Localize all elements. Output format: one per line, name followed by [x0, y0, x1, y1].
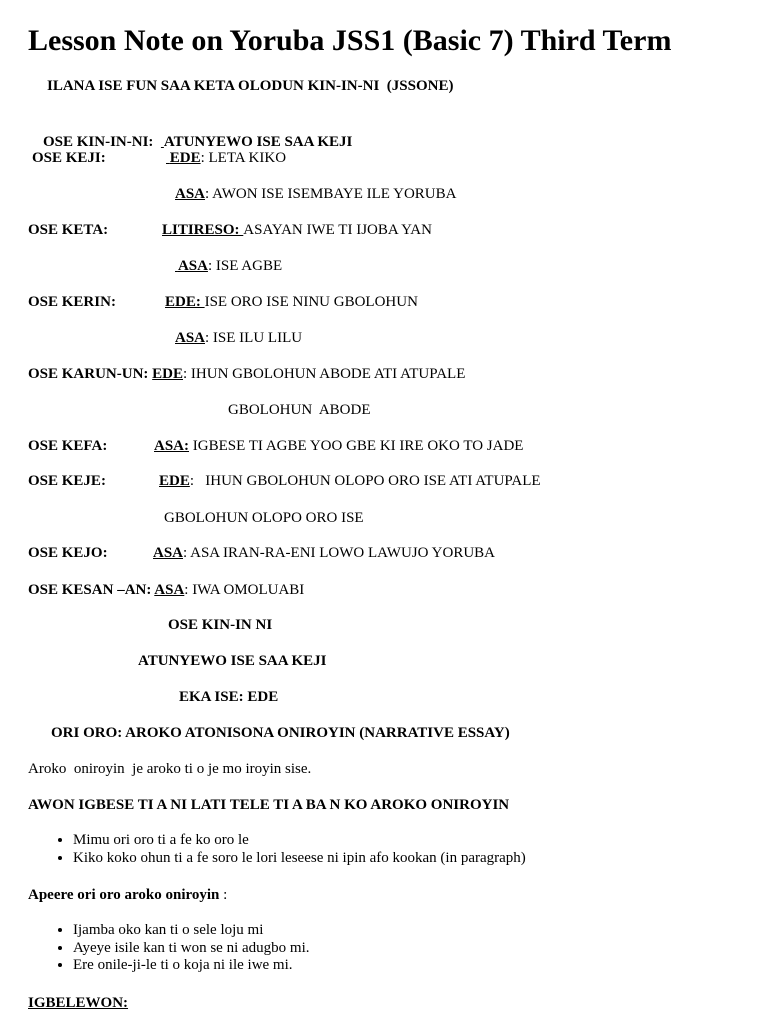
- week7-ede-value: : IHUN GBOLOHUN OLOPO ORO ISE ATI ATUPALE: [189, 473, 541, 489]
- week5-row: [28, 364, 465, 384]
- week2-ede-row: [166, 148, 286, 168]
- week5-ede-key: EDE: [152, 366, 184, 382]
- week3-lit-row: [162, 220, 432, 240]
- week9-asa-key: ASA: [154, 582, 185, 598]
- week1-value: ATUNYEWO ISE SAA KEJI: [163, 134, 353, 150]
- week7-continuation: GBOLOHUN OLOPO ORO ISE: [164, 510, 364, 526]
- week4-ede-key: EDE:: [165, 294, 205, 310]
- list-item: • Kiko koko ohun ti a fe soro le lori leseese ni ipin afo kookan (in paragraph): [73, 850, 526, 868]
- examples-heading: Apeere ori oro aroko oniroyin: [28, 887, 220, 903]
- week2-ede-key: EDE: [169, 150, 201, 166]
- lesson-ori-oro-heading: ORI ORO: AROKO ATONISONA ONIROYIN (NARRATIVE ESSAY): [51, 725, 510, 741]
- week6-label: OSE KEFA:: [28, 438, 108, 454]
- steps-heading: AWON IGBESE TI A NI LATI TELE TI A BA N KO AROKO ONIROYIN: [28, 797, 510, 813]
- scheme-subtitle: ILANA ISE FUN SAA KETA OLODUN KIN-IN-NI (JSSONE): [47, 78, 454, 94]
- list-item: • Mimu ori oro ti a fe ko oro le: [73, 832, 526, 850]
- lesson-week-heading: OSE KIN-IN NI: [168, 617, 273, 633]
- week2-label: OSE KEJI:: [32, 150, 106, 166]
- week2-ede-value: : LETA KIKO: [200, 150, 287, 166]
- examples-list: [28, 922, 310, 975]
- week9-row: [28, 580, 304, 600]
- week5-label: OSE KARUN-UN:: [28, 366, 153, 382]
- week2-asa-key: ASA: [175, 186, 206, 202]
- week6-asa-key: ASA:: [154, 438, 190, 454]
- evaluation-heading: IGBELEWON:: [28, 995, 129, 1011]
- week7-ede-row: [159, 471, 541, 491]
- week9-asa-value: : IWA OMOLUABI: [184, 582, 305, 598]
- examples-heading-row: [28, 885, 227, 905]
- week2-asa-value: : AWON ISE ISEMBAYE ILE YORUBA: [205, 186, 457, 202]
- week4-ede-value: ISE ORO ISE NINU GBOLOHUN: [204, 294, 418, 310]
- week9-label: OSE KESAN –AN:: [28, 582, 155, 598]
- week4-asa-row: [175, 328, 302, 348]
- week8-asa-value: : ASA IRAN-RA-ENI LOWO LAWUJO YORUBA: [183, 545, 495, 561]
- examples-colon: :: [219, 887, 228, 903]
- week7-label: OSE KEJE:: [28, 473, 106, 489]
- week3-asa-value: : ISE AGBE: [207, 258, 283, 274]
- document-title: Lesson Note on Yoruba JSS1 (Basic 7) Third Term: [28, 24, 672, 57]
- week3-asa-key: ASA: [177, 258, 208, 274]
- week2-asa-row: [175, 184, 456, 204]
- week4-ede-row: [165, 292, 418, 312]
- week3-label: OSE KETA:: [28, 222, 109, 238]
- week4-asa-key: ASA: [175, 330, 206, 346]
- week3-asa-row: [175, 256, 282, 276]
- week4-label: OSE KERIN:: [28, 294, 116, 310]
- week5-ede-value: : IHUN GBOLOHUN ABODE ATI ATUPALE: [183, 366, 466, 382]
- week6-asa-row: [154, 436, 523, 456]
- week3-lit-value: ASAYAN IWE TI IJOBA YAN: [243, 222, 432, 238]
- lesson-definition: Aroko oniroyin je aroko ti o je mo iroyin sise.: [28, 761, 312, 777]
- week8-label: OSE KEJO:: [28, 545, 108, 561]
- lesson-subject-heading: EKA ISE: EDE: [179, 689, 279, 705]
- steps-list: [28, 832, 526, 867]
- week4-asa-value: : ISE ILU LILU: [205, 330, 303, 346]
- week7-ede-key: EDE: [159, 473, 190, 489]
- week8-asa-key: ASA: [153, 545, 184, 561]
- week5-continuation: GBOLOHUN ABODE: [228, 402, 371, 418]
- list-item: • Ayeye isile kan ti won se ni adugbo mi.: [73, 940, 310, 958]
- week6-asa-value: IGBESE TI AGBE YOO GBE KI IRE OKO TO JADE: [189, 438, 524, 454]
- week3-lit-key: LITIRESO:: [162, 222, 244, 238]
- lesson-topic-heading: ATUNYEWO ISE SAA KEJI: [138, 653, 327, 669]
- list-item: • Ere onile-ji-le ti o koja ni ile iwe mi.: [73, 957, 310, 975]
- week1-label: OSE KIN-IN-NI:: [43, 134, 154, 150]
- week8-asa-row: [153, 543, 495, 563]
- list-item: • Ijamba oko kan ti o sele loju mi: [73, 922, 310, 940]
